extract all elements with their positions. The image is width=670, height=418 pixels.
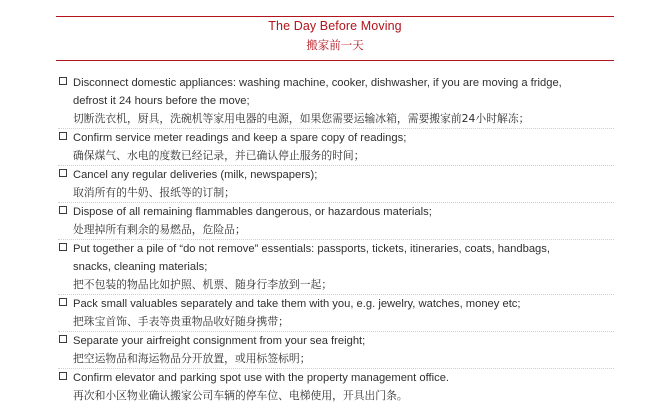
checklist — [58, 74, 614, 405]
item-text-en: Confirm elevator and parking spot use with the property management office. — [73, 372, 450, 384]
item-text-en: Pack small valuables separately and take them with you, e.g. jewelry, watches, money etc; — [73, 298, 521, 310]
item-text-zh: 确保煤气、水电的度数已经记录，并已确认停止服务的时间； — [73, 149, 365, 162]
item-text-zh: 切断洗衣机，厨具，洗碗机等家用电器的电源，如果您需要运输冰箱，需要搬家前24小时解冻； — [73, 112, 530, 125]
item-text-en-cont: defrost it 24 hours before the move; — [73, 95, 250, 107]
page-title-zh: 搬家前一天 — [306, 38, 364, 52]
item-text-en-cont: snacks, cleaning materials; — [73, 261, 208, 273]
item-text-en: Cancel any regular deliveries (milk, newspapers); — [73, 169, 318, 181]
page-title-en: The Day Before Moving — [268, 19, 402, 33]
header-divider — [56, 60, 614, 61]
checklist-item-meter-readings — [58, 128, 614, 165]
checklist-item-cancel-deliveries — [58, 165, 614, 202]
item-text-zh: 再次和小区物业确认搬家公司车辆的停车位、电梯使用，开具出门条。 — [73, 389, 408, 402]
item-text-en: Put together a pile of “do not remove” essentials: passports, tickets, itineraries, coats, handbags, — [73, 243, 550, 255]
checkbox-icon[interactable] — [59, 77, 67, 85]
checkbox-icon[interactable] — [59, 243, 67, 251]
checkbox-icon[interactable] — [59, 372, 67, 380]
item-text-en: Separate your airfreight consignment from your sea freight; — [73, 335, 366, 347]
item-text-en: Disconnect domestic appliances: washing machine, cooker, dishwasher, if you are moving a fridge, — [73, 77, 562, 89]
checkbox-icon[interactable] — [59, 132, 67, 140]
item-text-zh: 把空运物品和海运物品分开放置，或用标签标明； — [73, 352, 311, 365]
checklist-item-elevator-parking — [58, 368, 614, 405]
checklist-item-do-not-remove — [58, 239, 614, 294]
item-text-zh: 把珠宝首饰、手表等贵重物品收好随身携带； — [73, 315, 289, 328]
item-text-en: Confirm service meter readings and keep a spare copy of readings; — [73, 132, 407, 144]
item-text-zh: 取消所有的牛奶、报纸等的订制； — [73, 186, 235, 199]
checkbox-icon[interactable] — [59, 298, 67, 306]
checklist-item-pack-valuables — [58, 294, 614, 331]
checklist-item-dispose-flammables — [58, 202, 614, 239]
checklist-item-disconnect-appliances — [58, 74, 614, 128]
item-text-zh: 把不包装的物品比如护照、机票、随身行李放到一起； — [73, 278, 333, 291]
item-text-zh: 处理掉所有剩余的易燃品，危险品； — [73, 223, 246, 236]
top-divider — [56, 16, 614, 17]
checkbox-icon[interactable] — [59, 169, 67, 177]
checkbox-icon[interactable] — [59, 335, 67, 343]
checklist-item-separate-freight — [58, 331, 614, 368]
item-text-en: Dispose of all remaining flammables dangerous, or hazardous materials; — [73, 206, 432, 218]
checkbox-icon[interactable] — [59, 206, 67, 214]
